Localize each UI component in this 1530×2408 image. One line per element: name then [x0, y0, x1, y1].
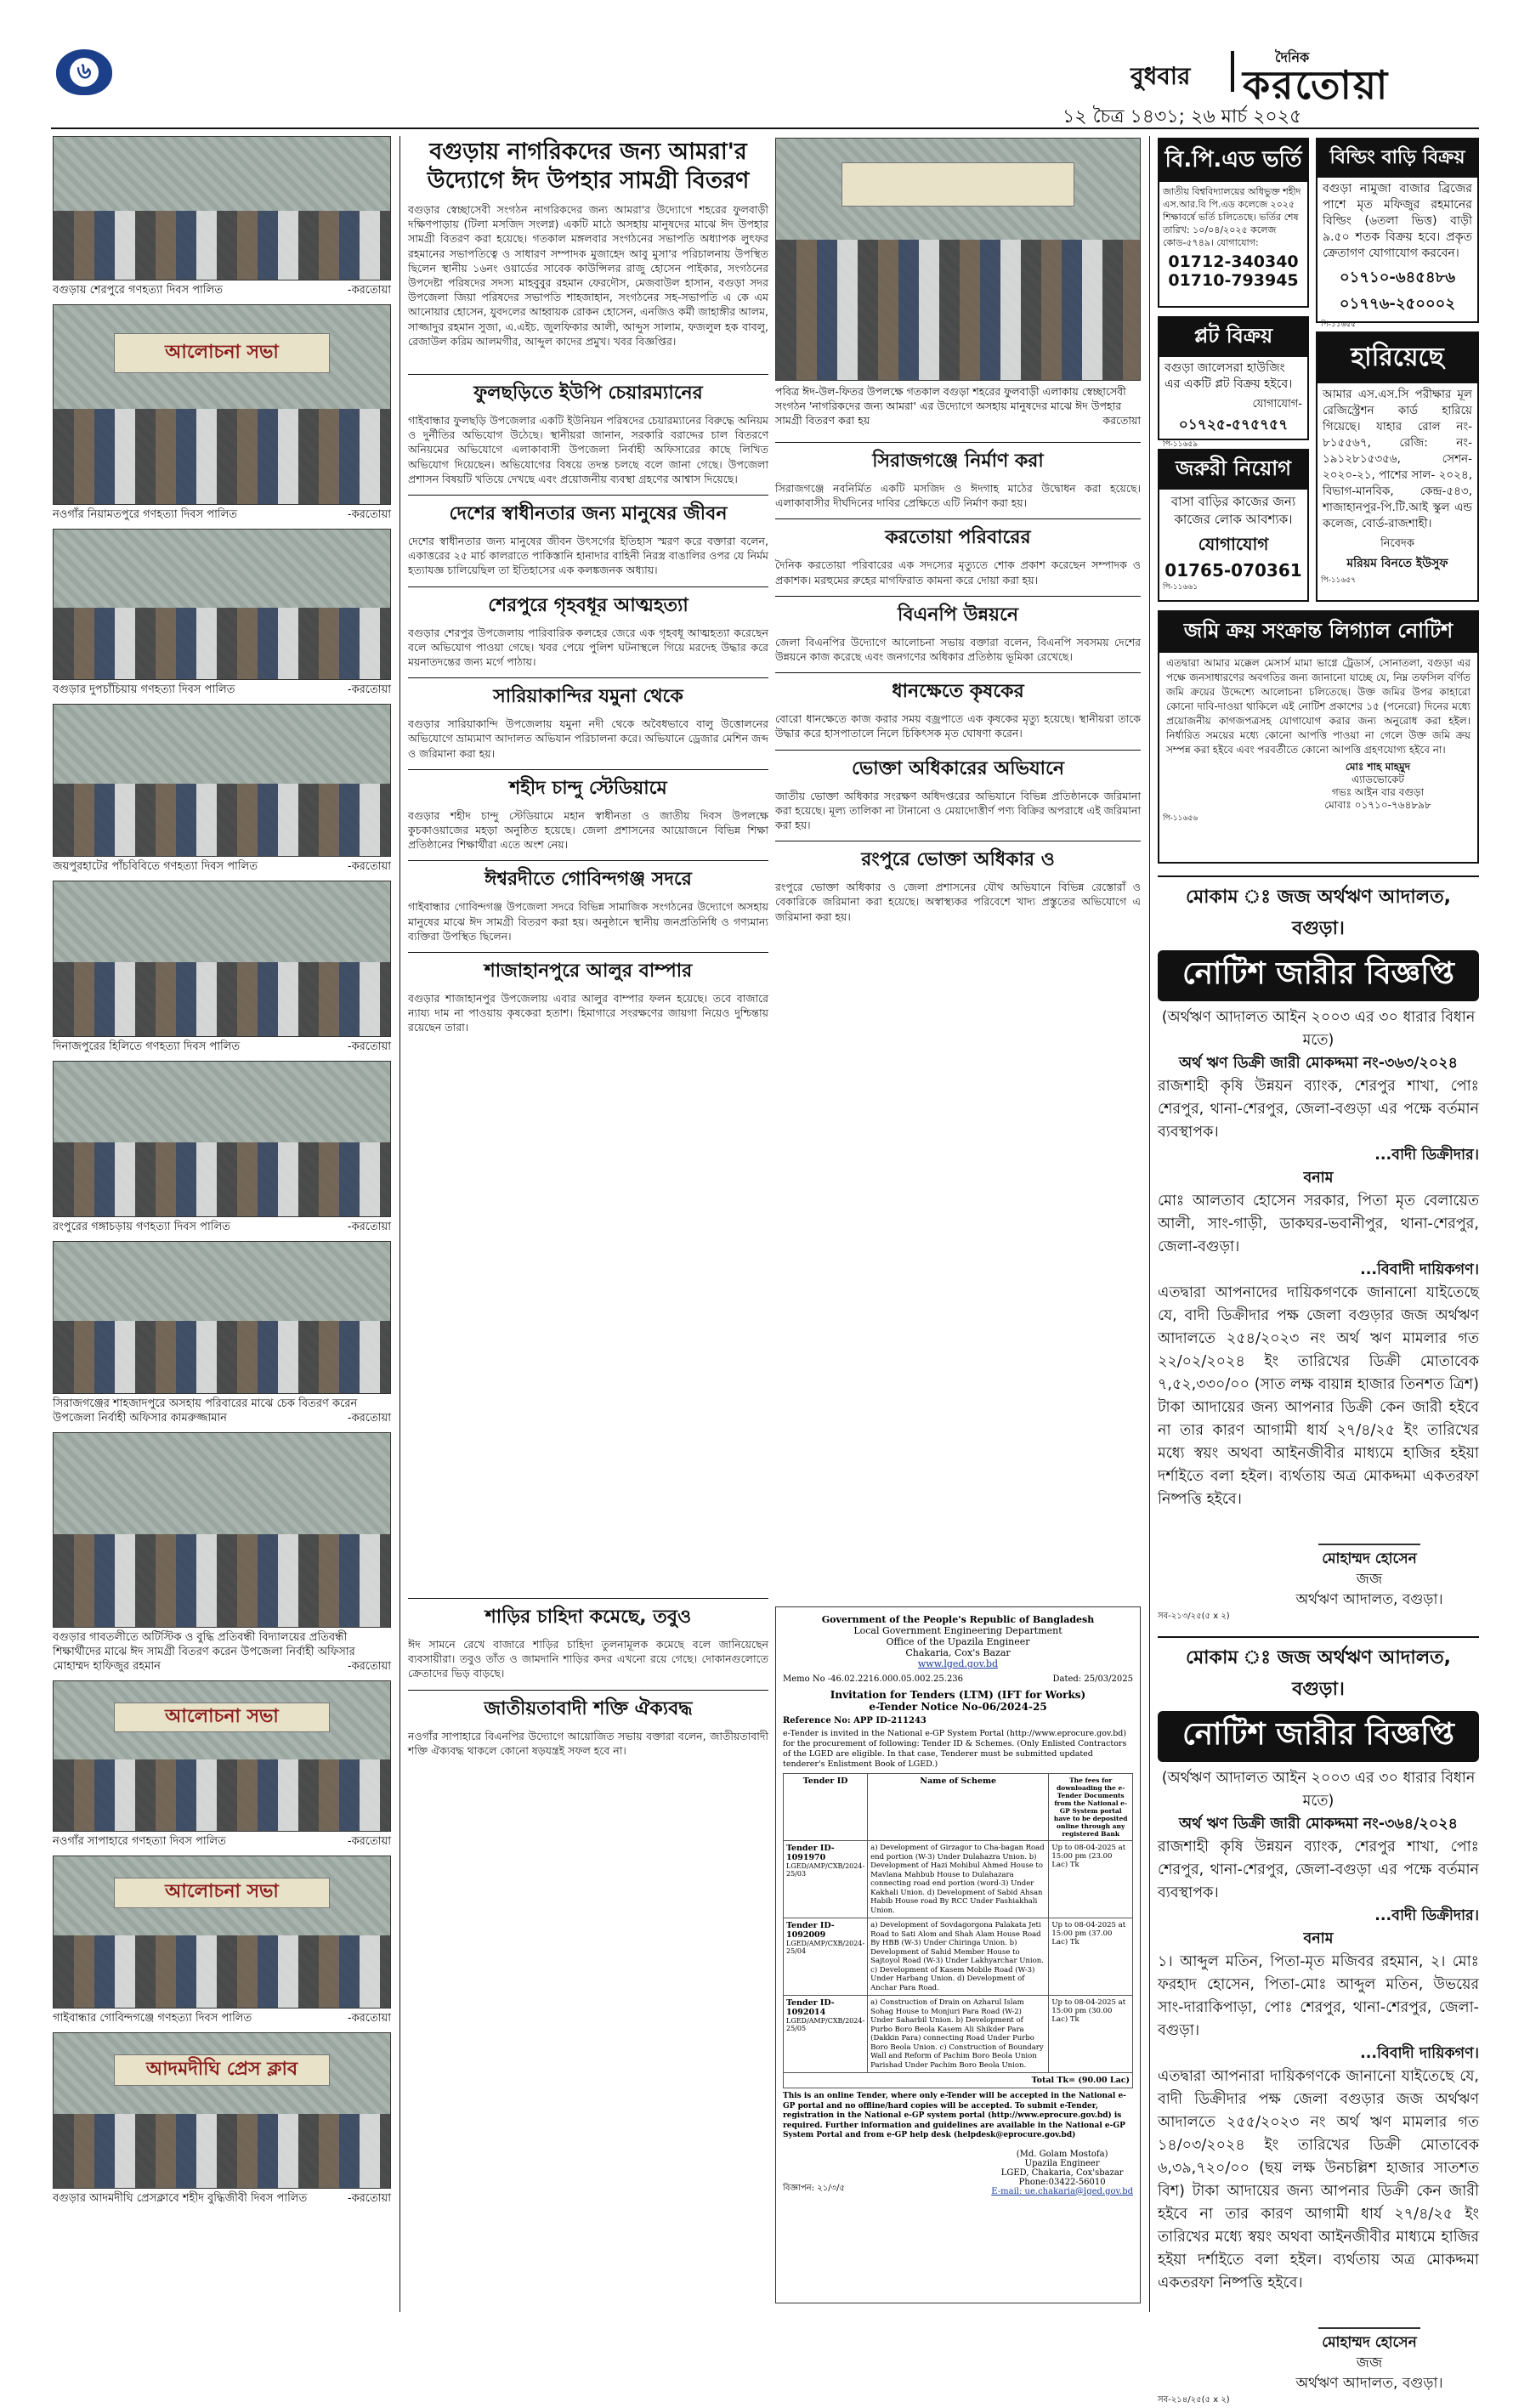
ad-urgent-code: পি-১১৬৬১ [1163, 583, 1198, 592]
left-photo-item [53, 529, 391, 697]
lead-photo [775, 138, 1141, 381]
ad-land-code: পি-১১৬৫৬ [1163, 814, 1198, 823]
news-photo [53, 1432, 391, 1628]
ad-bped-text: জাতীয় বিশ্ববিদ্যালয়ের অধিভুক্ত শহীদ এস.আর.বি পি.এড কলেজে ২০২৫ শিক্ষাবর্ষে ভর্তি চলিতেছে। ভর্তির শেষ তারিখ: ১০/০৪/২০২৫ কলেজ কোড-৫৭৪৯। যোগাযোগ: [1163, 186, 1301, 248]
left-photo-item [53, 1680, 391, 1849]
news-section [775, 442, 1141, 510]
photo-caption [53, 1630, 391, 1674]
photo-crowd [54, 211, 390, 280]
notice-defendant-label: ...বিবাদী দায়িকগণ। [1360, 1261, 1479, 1278]
news-section [408, 586, 768, 670]
tender-table [783, 1773, 1133, 2088]
news-photo [53, 1856, 391, 2009]
ad-plot-code: পি-১১৬৫৯ [1163, 440, 1198, 449]
news-section [408, 769, 768, 853]
news-section [775, 518, 1141, 586]
notice-court-name: মোকাম ঃ জজ অর্থঋণ আদালত, বগুড়া। [1186, 887, 1451, 939]
ad-land-role: এ্যাডভোকেট [1352, 773, 1404, 785]
ad-land-signature [1278, 761, 1477, 812]
court-notices [1158, 875, 1479, 2405]
lead-photo-block [775, 138, 1141, 428]
section-headline: দেশের স্বাধীনতার জন্য মানুষের জীবন [408, 495, 768, 530]
news-photo [53, 1241, 391, 1394]
tender-web-link[interactable]: www.lged.gov.bd [917, 1658, 999, 1669]
tender-row [784, 1918, 1133, 1996]
tender-sign-office: LGED, Chakaria, Cox'sbazar [1000, 2167, 1124, 2178]
news-section [408, 677, 768, 761]
news-section [408, 374, 768, 486]
notice-plaintiff: রাজশাহী কৃষি উন্নয়ন ব্যাংক, শেরপুর শাখা, পোঃ শেরপুর, থানা-শেরপুর, জেলা-বগুড়া এর পক্ষে বর্তমান ব্যবস্থাপক। [1158, 1078, 1479, 1141]
news-section [775, 750, 1141, 833]
ad-land-office: গভঃ আইন বার বগুড়া [1331, 786, 1425, 798]
ad-land-signer: মোঃ শাহ মাহমুদ [1345, 761, 1411, 773]
tender-scheme: a) Development of Sovdagorgona Palakata Jeti Road to Sati Alom and Shah Alam House Road By HBB (W-3) Under Chiringa Union. b) Development of Sahid Member House to Sajtoyol Road (W-3) Under Lakhyarchar Union. c) Development of Kasem Mobile Road (W-3) Under Harbang Union. d) Development of Anchar Para Road. [868, 1918, 1049, 1996]
brand-logo: করতোয়া [1243, 62, 1390, 108]
ad-urgent-phone: 01765-070361 [1164, 560, 1302, 581]
tender-memo: Memo No -46.02.2216.000.05.002.25.236 [783, 1674, 964, 1684]
tender-sign-name: (Md. Golam Mostofa) [1016, 2149, 1108, 2159]
ad-building-sale [1316, 138, 1479, 329]
photo-banner: আদমদীঘি প্রেস ক্লাব [114, 2054, 329, 2085]
caption-text: পবিত্র ঈদ-উল-ফিতর উপলক্ষে গতকাল বগুড়া শহরের ফুলবাড়ী এলাকায় স্বেচ্ছাসেবী সংগঠন 'নাগরিকদের জন্য আমরা' এর উদ্যোগে অসহায় মানুষদের মাঝে ঈদ উপহার সামগ্রী বিতরণ করা হয় [775, 385, 1126, 427]
caption-text: নওগাঁর নিয়ামতপুরে গণহত্যা দিবস পালিত [53, 508, 238, 521]
caption-text: গাইবান্ধার গোবিন্দগঞ্জে গণহত্যা দিবস পালিত [53, 2012, 252, 2025]
left-photo-item [53, 704, 391, 874]
left-photo-item [53, 1061, 391, 1234]
tender-notice-no: e-Tender Notice No-06/2024-25 [869, 1701, 1047, 1713]
notice-body: এতদ্বারা আপনাদের দায়িকগণকে জানানো যাইতেছে যে, বাদী ডিক্রীদার পক্ষ জেলা বগুড়ার জজ অর্থঋণ আদালতে ২৫৪/২০২৩ নং অর্থ ঋণ মামলার গত ২২/০২/২০২৪ ইং তারিখের ডিক্রী মোতাবেক ৭,৫২,৩৩০/০০ (সাত লক্ষ বায়ান্ন হাজার তিনশত ত্রিশ) টাকা আদায়ের জন্য আপনার ডিক্রী কেন জারী হইবে না তার কারণ আগামী ধার্য ২৭/৪/২৫ ইং তারিখের মধ্যে স্বয়ং অথবা আইনজীবীর মাধ্যমে হাজির হইয়া দর্শাইতে বলা হইল। ব্যর্থতায় অত্র মোকদ্দমা একতরফা নিষ্পত্তি হইবে। [1158, 1284, 1479, 1508]
section-body: নওগাঁর সাপাহারে বিএনপির উদ্যোগে আয়োজিত সভায় বক্তারা বলেন, জাতীয়তাবাদী শক্তি ঐক্যবদ্ধ থাকলে কোনো ষড়যন্ত্রই সফল হবে না। [408, 1729, 768, 1757]
page-header [0, 0, 1530, 108]
caption-text: দিনাজপুরের হিলিতে গণহত্যা দিবস পালিত [53, 1040, 241, 1053]
news-photo [53, 1061, 391, 1217]
photo-caption [53, 1040, 391, 1054]
tender-ref: Reference No: APP ID-211243 [783, 1716, 926, 1725]
tender-dept: Local Government Engineering Department [853, 1625, 1062, 1636]
page-number-badge [56, 49, 112, 95]
middle-lower-column [408, 1598, 768, 2312]
news-section [408, 1598, 768, 1681]
ad-plot-phone: ০১৭২৫-৫৭৫৭৫৭ [1178, 416, 1289, 433]
ad-urgent-hiring [1158, 449, 1309, 602]
news-section [775, 596, 1141, 664]
notice-title: নোটিশ জারীর বিজ্ঞপ্তি [1158, 950, 1479, 1001]
section-body: গাইবান্ধার গোবিন্দগঞ্জ উপজেলা সদরে বিভিন্ন সামাজিক সংগঠনের উদ্যোগে অসহায় মানুষের মাঝে ঈদ সামগ্রী বিতরণ করা হয়। অনুষ্ঠানে স্থানীয় জনপ্রতিনিধি ও গণ্যমান্য ব্যক্তিরা উপস্থিত ছিলেন। [408, 900, 768, 943]
caption-text: বগুড়ার দুপচাঁচিয়ায় গণহত্যা দিবস পালিত [53, 683, 235, 696]
ad-building-phone-2: ০১৭৭৬-২৫০০০২ [1339, 295, 1456, 313]
tender-notice [775, 1606, 1141, 2303]
notice-court-name: মোকাম ঃ জজ অর্থঋণ আদালত, বগুড়া। [1186, 1647, 1451, 1700]
notice-versus: বনাম [1303, 1930, 1334, 1947]
caption-source: -করতোয়া [347, 1412, 391, 1425]
tender-intro: e-Tender is invited in the National e-GP System Portal (http://www.eprocure.gov.bd) for the procurement of following: Tender ID & Schemes. (Only Enlisted Contractors of the LGED are eligible. In that case, Tenderer must be submitted updated tenderer's Enlistment Book of LGED.) [783, 1729, 1127, 1769]
ad-plot-title: প্লট বিক্রয় [1159, 318, 1307, 357]
middle-right-column [775, 442, 1141, 1598]
judge-name: মোহাম্মদ হোসেন [1322, 2334, 1417, 2351]
ad-land-phone: মোবাঃ ০১৭১০-৭৬৪৮৯৮ [1324, 799, 1431, 811]
section-body: বগুড়ার শাজাহানপুর উপজেলায় এবার আলুর বাম্পার ফলন হয়েছে। তবে বাজারে ন্যায্য দাম না পাওয়ায় কৃষকেরা হতাশ। হিমাগারে সংরক্ষণের জায়গা নিয়েও দুশ্চিন্তায় রয়েছেন তারা। [408, 992, 768, 1034]
notice-law: (অর্থঋণ আদালত আইন ২০০৩ এর ৩০ ধারার বিধান মতে) [1161, 1009, 1476, 1049]
left-photo-item [53, 1241, 391, 1425]
tender-office: Office of the Upazila Engineer [886, 1636, 1030, 1647]
caption-text: রংপুরের গঙ্গাচড়ায় গণহত্যা দিবস পালিত [53, 1221, 230, 1233]
tender-fee: Up to 08-04-2025 at 15:00 pm (30.00 Lac) Tk [1049, 1996, 1133, 2073]
news-photo [53, 304, 391, 505]
court-notice [1158, 875, 1479, 1624]
tender-id: Tender ID- 1092009 [786, 1921, 835, 1940]
tender-scheme: a) Development of Girzagor to Cha-bagan Road end portion (W-3) Under Dulahazra Union. b) Development of Hazi Mohibul Ahmed House to Mavlana Mahbub House to Dulahazara connecting road end portion (word-3) Under Kakhali Union. d) Development of Sabid Ahsan Habib House road By RCC Under Fashiakhali Union. [868, 1841, 1049, 1918]
left-photo-item [53, 2032, 391, 2206]
news-photo [53, 1680, 391, 1832]
news-section [408, 860, 768, 943]
notice-signature [1260, 2303, 1479, 2394]
photo-caption [53, 683, 391, 697]
tender-total: Total Tk= (90.00 Lac) [784, 2073, 1133, 2088]
section-body: জেলা বিএনপির উদ্যোগে আলোচনা সভায় বক্তারা বলেন, বিএনপি সবসময় দেশের উন্নয়নে কাজ করেছে এবং জনগণের অধিকার প্রতিষ্ঠায় ভূমিকা রেখেছে। [775, 635, 1141, 664]
tender-package: LGED/AMP/CXB/2024-25/03 [786, 1862, 865, 1878]
court-line: অর্থঋণ আদালত, বগুড়া। [1295, 2375, 1443, 2392]
tender-footer: This is an online Tender, where only e-Tender will be accepted in the National e-GP portal and no offline/hard copies will be accepted. To submit e-Tender, registration in the National e-GP system portal (http://www.eprocure.gov.bd) is required. Further information and guidelines are available in the National e-GP System Portal and from e-GP help desk (helpdesk@eprocure.gov.bd) [783, 2092, 1126, 2139]
dateline: ১২ চৈত্র ১৪৩১; ২৬ মার্চ ২০২৫ [1062, 106, 1302, 127]
caption-text: বগুড়ায় শেরপুরে গণহত্যা দিবস পালিত [53, 284, 223, 297]
ad-bped-phone-2: 01710-793945 [1168, 271, 1299, 290]
caption-text: বগুড়ার গাবতলীতে অটিস্টিক ও বুদ্ধি প্রতিবন্ধী বিদ্যালয়ের প্রতিবন্ধী শিক্ষার্থীদের মাঝে ঈদ সামগ্রী বিতরণ করেন উপজেলা নির্বাহী অফিসার মোহাম্মদ হাফিজুর রহমান [53, 1631, 355, 1673]
header-divider [1231, 51, 1234, 92]
notice-title: নোটিশ জারীর বিজ্ঞপ্তি [1158, 1711, 1479, 1762]
photo-caption [53, 1834, 391, 1849]
ad-lost [1316, 331, 1479, 602]
tender-fee: Up to 08-04-2025 at 15:00 pm (23.00 Lac) Tk [1049, 1841, 1133, 1918]
court-notice [1158, 1636, 1479, 2408]
photo-caption [53, 507, 391, 522]
ad-bped-title: বি.পি.এড ভর্তি [1159, 139, 1307, 182]
tender-col-fee: The fees for downloading the e-Tender Documents from the National e-GP System portal have to be deposited online through any registered Bank [1049, 1774, 1133, 1841]
photo-banner: আলোচনা সভা [114, 333, 329, 373]
tender-col-id: Tender ID [784, 1774, 868, 1841]
section-body: বগুড়ার শহীদ চান্দু স্টেডিয়ামে মহান স্বাধীনতা ও জাতীয় দিবস উপলক্ষে কুচকাওয়াজের মহড়া অনুষ্ঠিত হয়েছে। জেলা প্রশাসনের আয়োজনে বিভিন্ন শিক্ষা প্রতিষ্ঠানের শিক্ষার্থীরা এতে অংশ নেয়। [408, 808, 768, 852]
tender-memo-row [783, 1674, 1133, 1684]
tender-id-cell [784, 1918, 868, 1996]
notice-plaintiff-label: ...বাদী ডিক্রীদার। [1374, 1907, 1479, 1924]
left-photo-item [53, 1432, 391, 1674]
ad-urgent-contact: যোগাযোগ [1198, 534, 1269, 554]
photo-crowd [54, 1935, 390, 2008]
signature-scribble-icon [1318, 1520, 1420, 1545]
section-headline: ফুলছড়িতে ইউপি চেয়ারম্যানের [408, 374, 768, 410]
ad-plot-text: বগুড়া জালেসরা হাউজিং এর একটি প্লট বিক্রয় হইবে। [1164, 361, 1293, 391]
header-rule [51, 127, 1479, 129]
lead-photo-caption [775, 384, 1141, 428]
tender-gov: Government of the People's Republic of Bangladesh [821, 1614, 1095, 1625]
section-body: সিরাজগঞ্জে নবনির্মিত একটি মসজিদ ও ঈদগাহ মাঠের উদ্বোধন করা হয়েছে। এলাকাবাসীর দীর্ঘদিনের দাবির প্রেক্ষিতে এটি নির্মাণ করা হয়। [775, 482, 1141, 510]
tender-place: Chakaria, Cox's Bazar [905, 1647, 1011, 1658]
section-headline: রংপুরে ভোক্তা অধিকার ও [775, 841, 1141, 876]
ad-lost-signer: নিবেদক [1380, 537, 1414, 550]
caption-source: -করতোয়া [347, 860, 391, 873]
photo-crowd [54, 1759, 390, 1831]
section-headline: শাড়ির চাহিদা কমেছে, তবুও [408, 1598, 768, 1634]
ad-plot-sale [1158, 316, 1309, 449]
section-headline: বিএনপি উন্নয়নে [775, 596, 1141, 632]
tender-row [784, 1841, 1133, 1918]
section-headline: সিরাজগঞ্জে নির্মাণ করা [775, 442, 1141, 478]
news-section [775, 672, 1141, 740]
caption-source: করতোয়া [1102, 414, 1141, 427]
ad-lost-text: আমার এস.এস.সি পরীক্ষার মূল রেজিস্ট্রেশন কার্ড হারিয়ে গিয়েছে। যাহার রোল নং- ৮১৫৫৬৭, রেজি: নং- ১৯১২৮১৫৩৫৬, সেশন- ২০২০-২১, পাশের সাল- ২০২৪, বিভাগ-মানবিক, কেন্দ্র-৫৪৩, শাজাহানপুর-পি.টি.আই স্কুল এন্ড কলেজ, বোর্ড-রাজশাহী। [1323, 388, 1472, 530]
ad-lost-code: পি-১১৬৫৭ [1321, 576, 1357, 585]
photo-caption [53, 1397, 391, 1425]
caption-text: বগুড়ার আদমদীঘি প্রেসক্লাবে শহীদ বুদ্ধিজীবী দিবস পালিত [53, 2192, 308, 2205]
caption-source: -করতোয়া [347, 2012, 391, 2025]
notice-code: সব-২১৩/২৫(৫ x ২) [1158, 1612, 1230, 1621]
caption-source: -করতোয়া [347, 1660, 391, 1673]
notice-case-no: অর্থ ঋণ ডিক্রী জারী মোকদ্দমা নং-৩৬৪/২০২৪ [1178, 1816, 1458, 1833]
section-body: বগুড়ার সারিয়াকান্দি উপজেলায় যমুনা নদী থেকে অবৈধভাবে বালু উত্তোলনের অভিযোগে ভ্রাম্যমাণ আদালত অভিযান পরিচালনা করে। অভিযানে ড্রেজার মেশিন জব্দ ও জরিমানা করা হয়। [408, 717, 768, 760]
caption-source: -করতোয়া [347, 1040, 391, 1053]
signature-scribble-icon [1318, 2303, 1420, 2329]
news-section [408, 952, 768, 1035]
lead-headline: বগুড়ায় নাগরিকদের জন্য আমরা'র উদ্যোগে ঈদ উপহার সামগ্রী বিতরণ [427, 139, 750, 194]
photo-crowd [54, 2114, 390, 2188]
ad-land-text: এতদ্বারা আমার মক্কেল মেসার্স মামা ভাগ্নে ট্রেডার্স, সোনাতলা, বগুড়া এর পক্ষে জনসাধারণের অবগতির জন্য জানানো যাচ্ছে যে, নিম্ন তফসিল বর্ণিত জমি ক্রয়ের উদ্দেশ্যে আলোচনা চলিতেছে। উক্ত জমির উপর কাহারো কোনো দাবি-দাওয়া থাকিলে এই নোটিশ প্রকাশের ১৫ (পনেরো) দিনের মধ্যে প্রয়োজনীয় কাগজপত্রসহ যোগাযোগ করার জন্য অনুরোধ করা হইল। নির্ধারিত সময়ের মধ্যে কোনো আপত্তি পাওয়া না গেলে উক্ত জমি ক্রয় সম্পন্ন করা হইবে এবং পরবর্তীতে কোনো আপত্তি গ্রহণযোগ্য হইবে না। [1166, 657, 1470, 756]
ad-land-title: জমি ক্রয় সংক্রান্ত লিগ্যাল নোটিশ [1159, 612, 1477, 653]
notice-case-no: অর্থ ঋণ ডিক্রী জারী মোকদ্দমা নং-৩৬৩/২০২৪ [1178, 1055, 1459, 1072]
photo-crowd [54, 1534, 390, 1627]
caption-source: -করতোয়া [347, 284, 391, 297]
photo-crowd [54, 409, 390, 504]
caption-source: -করতোয়া [347, 1835, 391, 1848]
column-divider [1149, 136, 1150, 2312]
photo-caption [53, 859, 391, 874]
lead-story [408, 138, 768, 394]
section-headline: সারিয়াকান্দির যমুনা থেকে [408, 677, 768, 713]
section-body: দৈনিক করতোয়া পরিবারের এক সদস্যের মৃত্যুতে শোক প্রকাশ করেছেন সম্পাদক ও প্রকাশক। মরহুমের রুহের মাগফিরাত কামনা করে দোয়া করা হয়। [775, 558, 1141, 586]
notice-defendant: ১। আব্দুল মতিন, পিতা-মৃত মজিবর রহমান, ২। মোঃ ফরহাদ হোসেন, পিতা-মোঃ আব্দুল মতিন, উভয়ের সাং-দারাকিপাড়া, পোঃ শেরপুর, থানা-শেরপুর, জেলা-বগুড়া। [1158, 1953, 1479, 2039]
lead-body: বগুড়ার স্বেচ্ছাসেবী সংগঠন নাগরিকদের জন্য আমরা'র উদ্যোগে শহরের ফুলবাড়ী দক্ষিণপাড়ায় (টিলা মসজিদ সংলগ্ন) একটি মাঠে অসহায় মানুষদের মাঝে ঈদ উপহার সামগ্রী বিতরণ করা হয়েছে। গতকাল মঙ্গলবার সংগঠনের সভাপতি অধ্যাপক লুৎফর রহমানের সভাপতিত্বে ও সাধারণ সম্পাদক মুজাহেদ আবু মুসা'র পরিচালনায় উপস্থিত ছিলেন স্থানীয় ১৬নং ওয়ার্ডের সাবেক কাউন্সিলর রাজু হোসেন পাইকার, সংগঠনের উপদেষ্টা পরিষদের সদস্য মাহবুবুর রহমান ফেরদৌস, মেজবাউল হাসান, বগুড়া সদর উপজেলা জিয়া পরিষদের সভাপতি শাহজাহান, সংগঠনের সহ-সভাপতি এ কে এম আনোয়ার হোসেন, যুবদলের আহ্বায়ক রোকন হোসেন, এনজিও কর্মী জাহাঙ্গীর আলম, সাজ্জাদুর রহমান সুজা, এ.এইচ. জুলফিকার আলী, আব্দুস সালাম, ফজলুল হক বাবলু, রেজাউল করিম আলমগীর, আব্দুল কাদের প্রমুখ। খবর বিজ্ঞপ্তির। [408, 203, 768, 348]
notice-law: (অর্থঋণ আদালত আইন ২০০৩ এর ৩০ ধারার বিধান মতে) [1161, 1770, 1476, 1810]
caption-source: -করতোয়া [347, 1221, 391, 1233]
section-body: দেশের স্বাধীনতার জন্য মানুষের জীবন উৎসর্গের ইতিহাস স্মরণ করে বক্তারা বলেন, একাত্তরের ২৫ মার্চ কালরাতে পাকিস্তানি হানাদার বাহিনী নিরস্ত্র বাঙালির ওপর যে নির্মম হত্যাযজ্ঞ চালিয়েছিল তা ইতিহাসের এক কলঙ্কজনক অধ্যায়। [408, 535, 768, 577]
section-body: জাতীয় ভোক্তা অধিকার সংরক্ষণ অধিদপ্তরের অভিযানে বিভিন্ন প্রতিষ্ঠানকে জরিমানা করা হয়েছে। মূল্য তালিকা না টানানো ও মেয়াদোত্তীর্ণ পণ্য বিক্রির অপরাধে এই জরিমানা করা হয়। [775, 789, 1141, 832]
photo-caption [53, 1220, 391, 1234]
news-photo [53, 704, 391, 857]
ad-plot-contact: যোগাযোগ- [1252, 398, 1302, 411]
ad-urgent-text: বাসা বাড়ির কাজের জন্য কাজের লোক আবশ্যক। [1170, 494, 1296, 527]
ad-building-text: বগুড়া নামুজা বাজার ব্রিজের পাশে মৃত মফিজুর রহমানের বিল্ডিং (৬তলা ভিত্ত) বাড়ী ৯.৫০ শতক বিক্রয় হবে। প্রকৃত ক্রেতাগণ যোগাযোগ করবেন। [1323, 182, 1472, 260]
ad-bped [1158, 138, 1309, 308]
section-headline: শহীদ চান্দু স্টেডিয়ামে [408, 769, 768, 805]
tender-email-link[interactable]: E-mail: ue.chakaria@lged.gov.bd [991, 2186, 1133, 2196]
page-number: ৬ [70, 58, 99, 87]
photo-banner: আলোচনা সভা [114, 1878, 329, 1908]
ad-building-code: পি-১১৬৫৫ [1321, 320, 1357, 329]
section-headline: জাতীয়তাবাদী শক্তি ঐক্যবদ্ধ [408, 1690, 768, 1725]
tender-sign-row [783, 2150, 1133, 2196]
caption-source: -করতোয়া [347, 508, 391, 521]
tender-id-cell [784, 1996, 868, 2073]
weekday: বুধবার [1130, 62, 1191, 90]
notice-plaintiff: রাজশাহী কৃষি উন্নয়ন ব্যাংক, শেরপুর শাখা, পোঃ শেরপুর, থানা-শেরপুর, জেলা-বগুড়া এর পক্ষে বর্তমান ব্যবস্থাপক। [1158, 1839, 1479, 1901]
ad-land-legal-notice [1158, 610, 1479, 864]
tender-date: Dated: 25/03/2025 [1052, 1674, 1133, 1684]
photo-caption [53, 2011, 391, 2026]
tender-fee: Up to 08-04-2025 at 15:00 pm (37.00 Lac) Tk [1049, 1918, 1133, 1996]
section-headline: শেরপুরে গৃহবধূর আত্মহত্যা [408, 586, 768, 622]
photo-crowd [54, 608, 390, 679]
section-headline: ঈশ্বরদীতে গোবিন্দগঞ্জ সদরে [408, 860, 768, 896]
notice-plaintiff-label: ...বাদী ডিক্রীদার। [1374, 1147, 1479, 1164]
news-photo [53, 881, 391, 1037]
caption-source: -করতোয়া [347, 2192, 391, 2205]
middle-left-column [408, 374, 768, 1598]
news-photo [53, 2032, 391, 2189]
left-photo-column [53, 136, 391, 2312]
section-body: রংপুরে ভোক্তা অধিকার ও জেলা প্রশাসনের যৌথ অভিযানে বিভিন্ন রেস্তোরাঁ ও বেকারিকে জরিমানা করা হয়েছে। অস্বাস্থ্যকর পরিবেশে খাদ্য প্রস্তুতের অভিযোগে এ জরিমানা করা হয়। [775, 881, 1141, 923]
section-body: ঈদ সামনে রেখে বাজারে শাড়ির চাহিদা তুলনামূলক কমেছে বলে জানিয়েছেন ব্যবসায়ীরা। তবুও তাঁত ও জামদানি শাড়ির কদর এখনো রয়ে গেছে। দোকানগুলোতে ক্রেতাদের ভিড় বাড়ছে। [408, 1638, 768, 1680]
tender-scheme: a) Construction of Drain on Azharul Islam Sohag House to Monjuri Para Road (W-2) Under Saharbil Union. b) Development of Purbo Boro Beola Kasem Ali Shikder Para (Dakkin Para) connecting Road Under Purbo Boro Beola Union. c) Construction of Boundary Wall and Reform of Pachim Boro Beola Union Parishad Under Pachim Boro Beola Union. [868, 1996, 1049, 2073]
notice-body: এতদ্বারা আপনারা দায়িকগণকে জানানো যাইতেছে যে, বাদী ডিক্রীদার পক্ষ জেলা বগুড়ার জজ অর্থঋণ আদালতে ২৫৫/২০২৩ নং অর্থ ঋণ মামলার গত ১৪/০৩/২০২৪ ইং তারিখের ডিক্রী মোতাবেক ৬,৩৯,৭২০/০০ (ছয় লক্ষ উনচল্লিশ হাজার সাতশত বিশ) টাকা আদায়ের জন্য আপনার ডিক্রী কেন জারী হইবে না তার কারণ আগামী ধার্য ২৭/৪/২৫ ইং তারিখের মধ্যে স্বয়ং অথবা আইনজীবীর মাধ্যমে হাজির হইয়া দর্শাইতে বলা হইল। ব্যর্থতায় অত্র মোকদ্দমা একতরফা নিষ্পত্তি হইবে। [1158, 2068, 1479, 2292]
tender-signature [991, 2150, 1133, 2196]
photo-caption [53, 283, 391, 297]
ad-bped-phone-1: 01712-340340 [1168, 252, 1299, 271]
section-headline: শাজাহানপুরে আলুর বাম্পার [408, 952, 768, 988]
caption-text: সিরাজগঞ্জের শাহজাদপুরে অসহায় পরিবারের মাঝে চেক বিতরণ করেন উপজেলা নির্বাহী অফিসার কামরুজ্জামান [53, 1397, 358, 1425]
judge-name: মোহাম্মদ হোসেন [1322, 1550, 1417, 1567]
news-section [408, 495, 768, 578]
left-photo-item [53, 881, 391, 1054]
photo-banner: আলোচনা সভা [114, 1703, 329, 1732]
tender-ad-code: বিজ্ঞাপন: ২১/৩/৫ [783, 2183, 845, 2193]
section-headline: ধানক্ষেতে কৃষকের [775, 672, 1141, 708]
section-body: বগুড়ার শেরপুর উপজেলায় পারিবারিক কলহের জেরে এক গৃহবধূ আত্মহত্যা করেছেন বলে অভিযোগ পাওয়া গেছে। খবর পেয়ে পুলিশ ঘটনাস্থলে গিয়ে মরদেহ উদ্ধার করে ময়নাতদন্তের জন্য মর্গে পাঠায়। [408, 626, 768, 669]
tender-title: Invitation for Tenders (LTM) (IFT for Works) [830, 1689, 1086, 1701]
brand-prefix: দৈনিক [1275, 49, 1310, 65]
left-photo-item [53, 304, 391, 522]
photo-crowd [54, 1142, 390, 1216]
news-photo [53, 529, 391, 680]
notice-code: সব-২১৪/২৫(৫ x ২) [1158, 2395, 1230, 2405]
ad-building-title: বিল্ডিং বাড়ি বিক্রয় [1318, 139, 1477, 178]
tender-sign-title: Upazila Engineer [1024, 2158, 1100, 2168]
judge-role: জজ [1356, 2354, 1383, 2371]
court-line: অর্থঋণ আদালত, বগুড়া। [1295, 1591, 1443, 1608]
notice-defendant: মোঃ আলতাব হোসেন সরকার, পিতা মৃত বেলায়েত আলী, সাং-গাড়ী, ডাকঘর-ভবানীপুর, থানা-শেরপুর, জেলা-বগুড়া। [1158, 1193, 1479, 1255]
photo-crowd [54, 962, 390, 1036]
tender-phone: Phone:03422-56010 [1018, 2177, 1106, 2187]
notice-signature [1260, 1520, 1479, 1610]
tender-row [784, 1996, 1133, 2073]
ad-urgent-title: জরুরী নিয়োগ [1159, 450, 1307, 490]
caption-source: -করতোয়া [347, 683, 391, 696]
caption-text: নওগাঁর সাপাহারে গণহত্যা দিবস পালিত [53, 1835, 226, 1848]
tender-id: Tender ID- 1091970 [786, 1844, 835, 1862]
tender-package: LGED/AMP/CXB/2024-25/04 [786, 1940, 865, 1955]
ad-lost-title: হারিয়েছে [1318, 333, 1477, 383]
notice-defendant-label: ...বিবাদী দায়িকগণ। [1360, 2045, 1479, 2062]
notice-versus: বনাম [1303, 1170, 1334, 1187]
ad-building-phone-1: ০১৭১০-৬৪৫৪৮৬ [1339, 269, 1456, 286]
photo-caption [53, 2191, 391, 2206]
judge-role: জজ [1356, 1571, 1383, 1588]
left-photo-item [53, 136, 391, 297]
tender-package: LGED/AMP/CXB/2024-25/05 [786, 2017, 865, 2032]
section-body: বোরো ধানক্ষেতে কাজ করার সময় বজ্রপাতে এক কৃষকের মৃত্যু হয়েছে। স্থানীয়রা তাকে উদ্ধার করে হাসপাতালে নিলে চিকিৎসক মৃত ঘোষণা করেন। [775, 712, 1141, 740]
news-section [408, 1690, 768, 1758]
section-headline: করতোয়া পরিবারের [775, 518, 1141, 554]
left-photo-item [53, 1856, 391, 2026]
section-body: গাইবান্ধার ফুলছড়ি উপজেলার একটি ইউনিয়ন পরিষদের চেয়ারম্যানের বিরুদ্ধে অনিয়ম ও দুর্নীতির অভিযোগ উঠেছে। স্থানীয়রা জানান, সরকারি বরাদ্দের চাল বিতরণে অনিয়মের অভিযোগে এলাকাবাসী উপজেলা নির্বাহী অফিসারের কাছে লিখিত অভিযোগ দিয়েছেন। অভিযোগের বিষয়ে তদন্ত চলছে বলে জানা গেছে। উপজেলা প্রশাসন বিষয়টি খতিয়ে দেখছে এবং প্রয়োজনীয় ব্যবস্থা গ্রহণের আশ্বাস দিয়েছে। [408, 414, 768, 485]
news-section [775, 841, 1141, 924]
section-headline: ভোক্তা অধিকারের অভিযানে [775, 750, 1141, 785]
tender-id-cell [784, 1841, 868, 1918]
news-photo [53, 136, 391, 280]
photo-crowd [54, 784, 390, 856]
tender-id: Tender ID- 1092014 [786, 1998, 835, 2017]
tender-col-scheme: Name of Scheme [868, 1774, 1049, 1841]
photo-crowd [54, 1321, 390, 1393]
ad-lost-name: মরিয়ম বিনতে ইউসুফ [1346, 557, 1448, 570]
caption-text: জয়পুরহাটের পাঁচবিবিতে গণহত্যা দিবস পালিত [53, 860, 258, 873]
